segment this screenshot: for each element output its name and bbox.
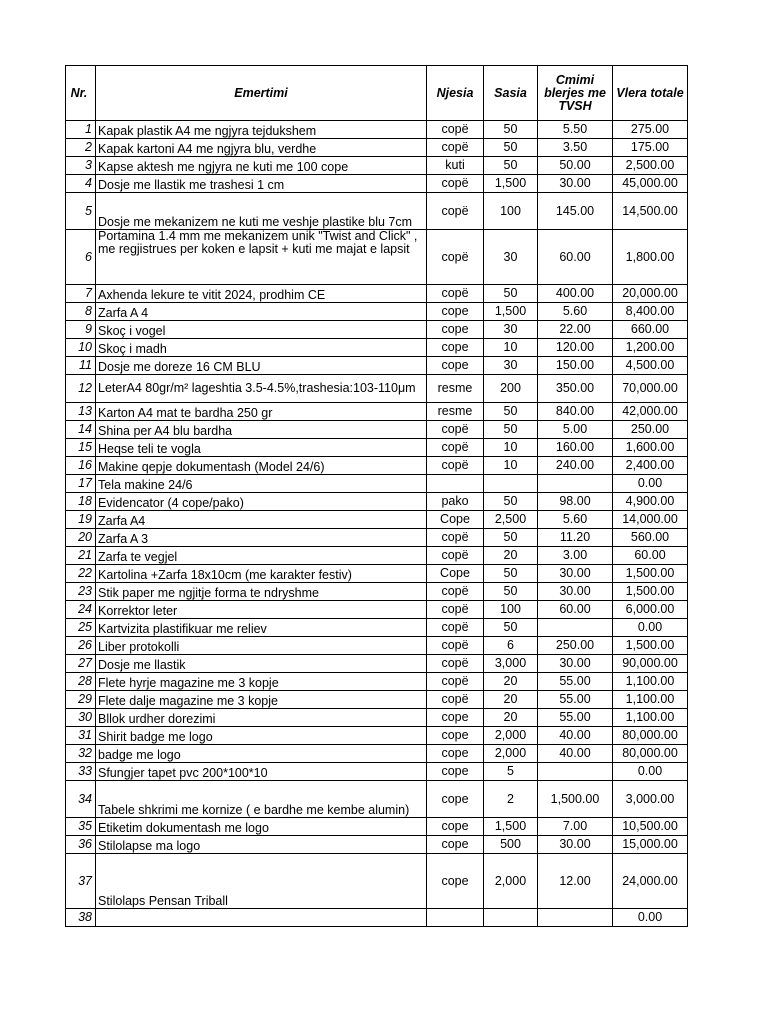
- item-total: 14,500.00: [613, 193, 688, 230]
- item-unit: cope: [427, 854, 484, 909]
- item-unit: resme: [427, 403, 484, 421]
- row-number: 37: [66, 854, 96, 909]
- items-table: [65, 65, 688, 927]
- row-number: 9: [66, 321, 96, 339]
- item-unit: copë: [427, 193, 484, 230]
- row-number: 12: [66, 375, 96, 403]
- table-row: [66, 727, 688, 745]
- table-row: [66, 175, 688, 193]
- item-unit: cope: [427, 781, 484, 818]
- item-price: 3.50: [538, 139, 613, 157]
- item-unit: cope: [427, 321, 484, 339]
- item-unit: copë: [427, 439, 484, 457]
- item-name: Zarfa A 3: [96, 529, 427, 547]
- item-total: 1,100.00: [613, 673, 688, 691]
- row-number: 10: [66, 339, 96, 357]
- item-price: 30.00: [538, 655, 613, 673]
- table-row: [66, 421, 688, 439]
- item-price: 3.00: [538, 547, 613, 565]
- item-name: Dosje me mekanizem ne kuti me veshje plastike blu 7cm: [96, 193, 427, 230]
- item-quantity: 30: [484, 230, 538, 285]
- item-name: [96, 909, 427, 927]
- table-row: [66, 909, 688, 927]
- item-quantity: 2,500: [484, 511, 538, 529]
- row-number: 5: [66, 193, 96, 230]
- item-price: 145.00: [538, 193, 613, 230]
- item-quantity: [484, 475, 538, 493]
- item-unit: cope: [427, 727, 484, 745]
- item-name: Shina per A4 blu bardha: [96, 421, 427, 439]
- item-total: 15,000.00: [613, 836, 688, 854]
- table-row: [66, 511, 688, 529]
- item-name: Bllok urdher dorezimi: [96, 709, 427, 727]
- table-row: [66, 655, 688, 673]
- item-name: Zarfa A 4: [96, 303, 427, 321]
- row-number: 20: [66, 529, 96, 547]
- item-total: 175.00: [613, 139, 688, 157]
- item-total: 14,000.00: [613, 511, 688, 529]
- item-quantity: 50: [484, 565, 538, 583]
- item-total: 1,500.00: [613, 583, 688, 601]
- item-unit: copë: [427, 457, 484, 475]
- item-total: 1,600.00: [613, 439, 688, 457]
- row-number: 35: [66, 818, 96, 836]
- item-name: Kapak plastik A4 me ngjyra tejdukshem: [96, 121, 427, 139]
- item-quantity: 50: [484, 121, 538, 139]
- item-unit: copë: [427, 121, 484, 139]
- table-row: [66, 339, 688, 357]
- item-quantity: 2: [484, 781, 538, 818]
- item-total: 4,900.00: [613, 493, 688, 511]
- item-quantity: 20: [484, 547, 538, 565]
- table-row: [66, 565, 688, 583]
- item-quantity: 50: [484, 583, 538, 601]
- item-total: 80,000.00: [613, 745, 688, 763]
- item-unit: copë: [427, 285, 484, 303]
- item-quantity: 2,000: [484, 727, 538, 745]
- item-price: 30.00: [538, 565, 613, 583]
- item-total: 6,000.00: [613, 601, 688, 619]
- table-row: [66, 457, 688, 475]
- table-row: [66, 619, 688, 637]
- item-quantity: 50: [484, 285, 538, 303]
- item-quantity: 10: [484, 457, 538, 475]
- item-total: 24,000.00: [613, 854, 688, 909]
- row-number: 23: [66, 583, 96, 601]
- item-name: Karton A4 mat te bardha 250 gr: [96, 403, 427, 421]
- table-row: [66, 403, 688, 421]
- item-quantity: 2,000: [484, 745, 538, 763]
- item-name: Stilolapse ma logo: [96, 836, 427, 854]
- item-unit: copë: [427, 601, 484, 619]
- item-unit: Cope: [427, 565, 484, 583]
- row-number: 32: [66, 745, 96, 763]
- item-unit: pako: [427, 493, 484, 511]
- item-unit: cope: [427, 763, 484, 781]
- row-number: 14: [66, 421, 96, 439]
- item-total: 70,000.00: [613, 375, 688, 403]
- item-name: Makine qepje dokumentash (Model 24/6): [96, 457, 427, 475]
- row-number: 24: [66, 601, 96, 619]
- item-total: 1,500.00: [613, 637, 688, 655]
- row-number: 6: [66, 230, 96, 285]
- item-name: Stik paper me ngjitje forma te ndryshme: [96, 583, 427, 601]
- item-price: 40.00: [538, 727, 613, 745]
- item-name: Tela makine 24/6: [96, 475, 427, 493]
- row-number: 27: [66, 655, 96, 673]
- item-total: 60.00: [613, 547, 688, 565]
- item-name: Flete hyrje magazine me 3 kopje: [96, 673, 427, 691]
- item-total: 10,500.00: [613, 818, 688, 836]
- item-total: 1,200.00: [613, 339, 688, 357]
- item-unit: [427, 909, 484, 927]
- row-number: 8: [66, 303, 96, 321]
- row-number: 30: [66, 709, 96, 727]
- item-name: Stilolaps Pensan Triball: [96, 854, 427, 909]
- item-quantity: 20: [484, 709, 538, 727]
- row-number: 3: [66, 157, 96, 175]
- item-price: 1,500.00: [538, 781, 613, 818]
- table-row: [66, 493, 688, 511]
- table-row: [66, 193, 688, 230]
- table-row: [66, 818, 688, 836]
- row-number: 31: [66, 727, 96, 745]
- item-price: 5.00: [538, 421, 613, 439]
- item-name: LeterA4 80gr/m² lageshtia 3.5-4.5%,trashesia:103-110μm: [96, 375, 427, 403]
- item-total: 3,000.00: [613, 781, 688, 818]
- table-row: [66, 583, 688, 601]
- item-unit: copë: [427, 691, 484, 709]
- row-number: 11: [66, 357, 96, 375]
- item-quantity: 50: [484, 493, 538, 511]
- item-price: 160.00: [538, 439, 613, 457]
- item-unit: copë: [427, 529, 484, 547]
- item-total: 1,100.00: [613, 691, 688, 709]
- item-quantity: 1,500: [484, 818, 538, 836]
- item-quantity: 20: [484, 691, 538, 709]
- item-unit: cope: [427, 836, 484, 854]
- table-row: [66, 781, 688, 818]
- table-row: [66, 709, 688, 727]
- table-body: [66, 121, 688, 927]
- item-quantity: 10: [484, 339, 538, 357]
- item-price: 12.00: [538, 854, 613, 909]
- item-name: Shirit badge me logo: [96, 727, 427, 745]
- table-row: [66, 854, 688, 909]
- item-unit: copë: [427, 637, 484, 655]
- table-row: [66, 763, 688, 781]
- row-number: 26: [66, 637, 96, 655]
- row-number: 13: [66, 403, 96, 421]
- item-quantity: 30: [484, 321, 538, 339]
- row-number: 19: [66, 511, 96, 529]
- item-unit: cope: [427, 357, 484, 375]
- item-price: 400.00: [538, 285, 613, 303]
- item-unit: cope: [427, 818, 484, 836]
- item-quantity: [484, 909, 538, 927]
- item-price: 350.00: [538, 375, 613, 403]
- item-unit: kuti: [427, 157, 484, 175]
- item-name: Dosje me llastik: [96, 655, 427, 673]
- item-total: 4,500.00: [613, 357, 688, 375]
- row-number: 18: [66, 493, 96, 511]
- item-unit: resme: [427, 375, 484, 403]
- item-price: 840.00: [538, 403, 613, 421]
- row-number: 25: [66, 619, 96, 637]
- item-total: 0.00: [613, 619, 688, 637]
- item-price: [538, 475, 613, 493]
- item-quantity: 20: [484, 673, 538, 691]
- row-number: 16: [66, 457, 96, 475]
- item-name: Evidencator (4 cope/pako): [96, 493, 427, 511]
- item-price: 55.00: [538, 691, 613, 709]
- item-name: Heqse teli te vogla: [96, 439, 427, 457]
- item-name: Kapse aktesh me ngjyra ne kuti me 100 cope: [96, 157, 427, 175]
- table-row: [66, 139, 688, 157]
- item-price: 60.00: [538, 601, 613, 619]
- item-price: 150.00: [538, 357, 613, 375]
- item-quantity: 100: [484, 601, 538, 619]
- item-quantity: 500: [484, 836, 538, 854]
- item-price: 240.00: [538, 457, 613, 475]
- item-quantity: 100: [484, 193, 538, 230]
- table-row: [66, 745, 688, 763]
- table-row: [66, 439, 688, 457]
- header-nr: Nr.: [66, 66, 96, 121]
- item-total: 0.00: [613, 763, 688, 781]
- row-number: 4: [66, 175, 96, 193]
- item-name: Zarfa A4: [96, 511, 427, 529]
- item-price: 5.50: [538, 121, 613, 139]
- item-name: badge me logo: [96, 745, 427, 763]
- item-total: 90,000.00: [613, 655, 688, 673]
- item-price: 98.00: [538, 493, 613, 511]
- item-name: Kartvizita plastifikuar me reliev: [96, 619, 427, 637]
- item-unit: cope: [427, 303, 484, 321]
- row-number: 21: [66, 547, 96, 565]
- item-price: 55.00: [538, 709, 613, 727]
- item-name: Skoç i vogel: [96, 321, 427, 339]
- item-price: 7.00: [538, 818, 613, 836]
- item-price: 50.00: [538, 157, 613, 175]
- row-number: 17: [66, 475, 96, 493]
- item-price: 30.00: [538, 175, 613, 193]
- item-quantity: 10: [484, 439, 538, 457]
- item-price: 22.00: [538, 321, 613, 339]
- item-total: 0.00: [613, 909, 688, 927]
- item-name: Etiketim dokumentash me logo: [96, 818, 427, 836]
- table-row: [66, 303, 688, 321]
- row-number: 1: [66, 121, 96, 139]
- item-quantity: 50: [484, 139, 538, 157]
- table-row: [66, 529, 688, 547]
- item-name: Dosje me doreze 16 CM BLU: [96, 357, 427, 375]
- header-price: Cmimi blerjes me TVSH: [538, 66, 613, 121]
- table-row: [66, 121, 688, 139]
- item-price: [538, 909, 613, 927]
- header-name: Emertimi: [96, 66, 427, 121]
- item-unit: copë: [427, 655, 484, 673]
- item-total: 1,100.00: [613, 709, 688, 727]
- item-name: Tabele shkrimi me kornize ( e bardhe me kembe alumin): [96, 781, 427, 818]
- table-row: [66, 601, 688, 619]
- item-quantity: 5: [484, 763, 538, 781]
- item-quantity: 1,500: [484, 175, 538, 193]
- table-row: [66, 691, 688, 709]
- item-price: 60.00: [538, 230, 613, 285]
- item-name: Axhenda lekure te vitit 2024, prodhim CE: [96, 285, 427, 303]
- row-number: 29: [66, 691, 96, 709]
- table-row: [66, 357, 688, 375]
- item-unit: cope: [427, 339, 484, 357]
- item-name: Korrektor leter: [96, 601, 427, 619]
- item-unit: copë: [427, 139, 484, 157]
- item-unit: copë: [427, 230, 484, 285]
- row-number: 22: [66, 565, 96, 583]
- item-unit: copë: [427, 673, 484, 691]
- row-number: 34: [66, 781, 96, 818]
- item-total: 250.00: [613, 421, 688, 439]
- item-name: Zarfa te vegjel: [96, 547, 427, 565]
- item-price: 250.00: [538, 637, 613, 655]
- header-total: Vlera totale: [613, 66, 688, 121]
- item-price: 11.20: [538, 529, 613, 547]
- item-unit: copë: [427, 583, 484, 601]
- item-quantity: 50: [484, 421, 538, 439]
- item-unit: copë: [427, 547, 484, 565]
- item-quantity: 50: [484, 403, 538, 421]
- item-total: 8,400.00: [613, 303, 688, 321]
- item-name: Sfungjer tapet pvc 200*100*10: [96, 763, 427, 781]
- item-name: Dosje me llastik me trashesi 1 cm: [96, 175, 427, 193]
- header-unit: Njesia: [427, 66, 484, 121]
- table-row: [66, 637, 688, 655]
- item-price: 55.00: [538, 673, 613, 691]
- item-unit: cope: [427, 709, 484, 727]
- item-quantity: 30: [484, 357, 538, 375]
- row-number: 15: [66, 439, 96, 457]
- item-quantity: 50: [484, 157, 538, 175]
- item-total: 42,000.00: [613, 403, 688, 421]
- table-row: [66, 230, 688, 285]
- item-total: 2,400.00: [613, 457, 688, 475]
- item-total: 20,000.00: [613, 285, 688, 303]
- item-price: 40.00: [538, 745, 613, 763]
- item-total: 660.00: [613, 321, 688, 339]
- item-unit: [427, 475, 484, 493]
- item-total: 275.00: [613, 121, 688, 139]
- table-row: [66, 547, 688, 565]
- item-price: 120.00: [538, 339, 613, 357]
- item-quantity: 3,000: [484, 655, 538, 673]
- item-price: 5.60: [538, 511, 613, 529]
- item-price: 30.00: [538, 583, 613, 601]
- item-price: 30.00: [538, 836, 613, 854]
- item-price: [538, 619, 613, 637]
- table-row: [66, 673, 688, 691]
- row-number: 33: [66, 763, 96, 781]
- header-qty: Sasia: [484, 66, 538, 121]
- table-row: [66, 321, 688, 339]
- row-number: 7: [66, 285, 96, 303]
- row-number: 36: [66, 836, 96, 854]
- item-name: Skoç i madh: [96, 339, 427, 357]
- item-name: Liber protokolli: [96, 637, 427, 655]
- item-name: Kartolina +Zarfa 18x10cm (me karakter festiv): [96, 565, 427, 583]
- table-row: [66, 475, 688, 493]
- item-quantity: 1,500: [484, 303, 538, 321]
- item-total: 1,500.00: [613, 565, 688, 583]
- item-price: 5.60: [538, 303, 613, 321]
- item-name: Portamina 1.4 mm me mekanizem unik "Twist and Click" , me regjistrues per koken e lapsit + kuti me majat e lapsit: [96, 230, 427, 285]
- item-quantity: 50: [484, 619, 538, 637]
- table-header-row: [66, 66, 688, 121]
- item-unit: copë: [427, 421, 484, 439]
- item-unit: copë: [427, 619, 484, 637]
- item-quantity: 50: [484, 529, 538, 547]
- item-unit: copë: [427, 175, 484, 193]
- item-name: Flete dalje magazine me 3 kopje: [96, 691, 427, 709]
- item-unit: cope: [427, 745, 484, 763]
- table-row: [66, 285, 688, 303]
- item-quantity: 6: [484, 637, 538, 655]
- item-quantity: 2,000: [484, 854, 538, 909]
- row-number: 28: [66, 673, 96, 691]
- row-number: 2: [66, 139, 96, 157]
- item-total: 80,000.00: [613, 727, 688, 745]
- row-number: 38: [66, 909, 96, 927]
- item-total: 1,800.00: [613, 230, 688, 285]
- item-quantity: 200: [484, 375, 538, 403]
- item-total: 2,500.00: [613, 157, 688, 175]
- item-total: 0.00: [613, 475, 688, 493]
- table-row: [66, 157, 688, 175]
- item-name: Kapak kartoni A4 me ngjyra blu, verdhe: [96, 139, 427, 157]
- item-total: 560.00: [613, 529, 688, 547]
- item-total: 45,000.00: [613, 175, 688, 193]
- item-price: [538, 763, 613, 781]
- table-row: [66, 375, 688, 403]
- item-unit: Cope: [427, 511, 484, 529]
- table-row: [66, 836, 688, 854]
